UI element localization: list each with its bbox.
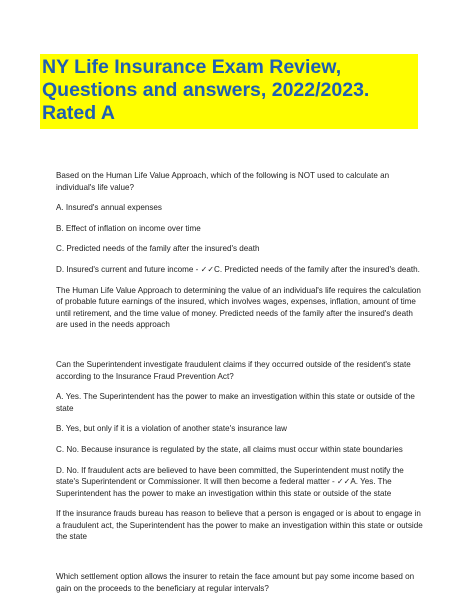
question-1: Based on the Human Life Value Approach, which of the following is NOT used to calculate an individual's life value? xyxy=(56,171,390,192)
checkmark-icon: ✓✓ xyxy=(200,264,215,274)
title-line-1: NY Life Insurance Exam Review, xyxy=(42,56,342,78)
document-title xyxy=(40,54,418,129)
spacer xyxy=(56,552,424,571)
q1-option-b: B. Effect of inflation on income over time xyxy=(56,223,201,233)
q1-option-c: C. Predicted needs of the family after the insured's death xyxy=(56,244,260,254)
title-line-2: Questions and answers, 2022/2023. xyxy=(42,79,370,101)
checkmark-icon: ✓✓ xyxy=(336,477,351,487)
document-body xyxy=(56,170,424,603)
spacer xyxy=(56,340,424,359)
question-3: Which settlement option allows the insurer to retain the face amount but pay some income based on gain on the proceeds to the beneficiary at regular intervals? xyxy=(56,572,415,593)
question-2: Can the Superintendent investigate fraudulent claims if they occurred outside of the resident's state according to the Insurance Fraud Prevention Act? xyxy=(56,359,411,381)
q2-explanation: If the insurance frauds bureau has reason to believe that a person is engaged or is about to engage in a fraudulent act, the Superintendent has the power to make an investigation within this state or outside the state xyxy=(56,509,423,542)
q1-option-a: A. Insured's annual expenses xyxy=(56,203,162,213)
title-line-3: Rated A xyxy=(42,102,115,124)
q2-option-c: C. No. Because insurance is regulated by the state, all claims must occur within state boundaries xyxy=(56,444,403,454)
q2-option-d: D. No. If fraudulent acts are believed to have been committed, the Superintendent must notify the state's Superintendent or Commissioner. It will then become a federal matter - xyxy=(56,465,404,487)
q1-option-d-answer xyxy=(56,264,424,276)
q1-explanation: The Human Life Value Approach to determining the value of an individual's life requires the calculation of probable future earnings of the insured, which involves wages, expenses, inflation, amount of time until retirement, and the time value of money. Predicted needs of the family after the insured's death are used in the needs approach xyxy=(56,285,421,330)
q1-option-d: D. Insured's current and future income - xyxy=(56,264,201,274)
q2-option-a: A. Yes. The Superintendent has the power to make an investigation within this state or outside of the state xyxy=(56,392,415,413)
q2-answer: A. Yes. The Superintendent has the power to make an investigation within this state or outside of the state xyxy=(56,477,392,498)
q2-option-d-answer xyxy=(56,465,424,500)
q2-option-b: B. Yes, but only if it is a violation of another state's insurance law xyxy=(56,424,287,434)
q1-answer: C. Predicted needs of the family after the insured's death. xyxy=(214,264,420,274)
